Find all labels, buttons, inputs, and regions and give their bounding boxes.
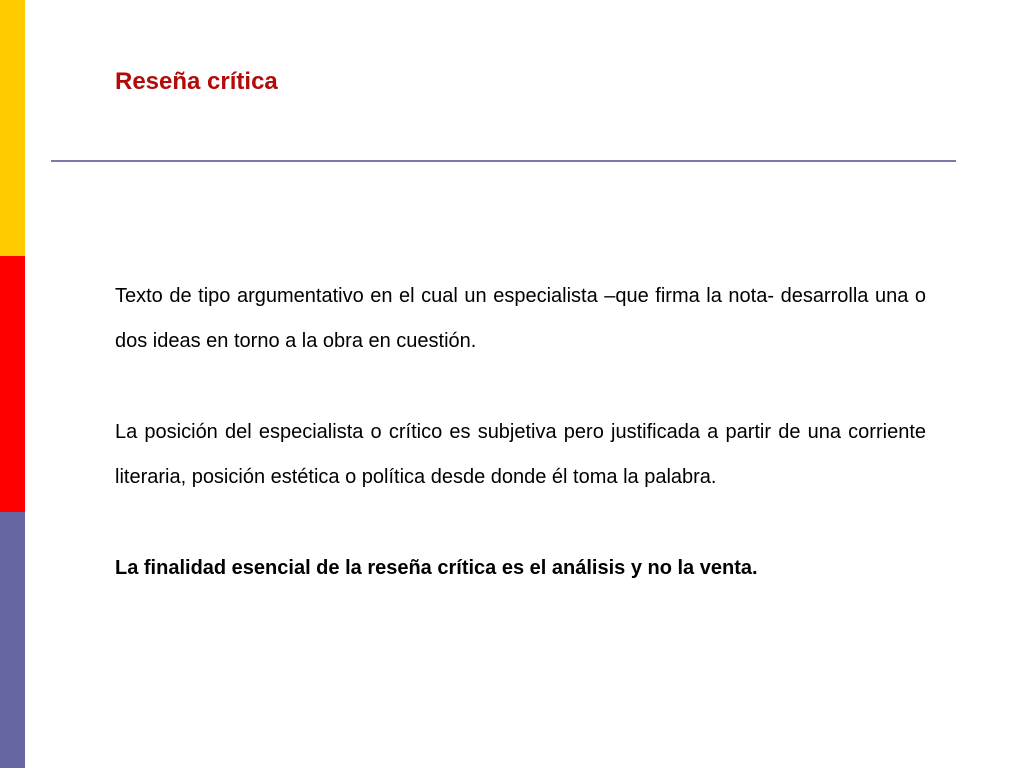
body-paragraph-position: La posición del especialista o crítico es subjetiva pero justificada a partir de una corriente literaria, posición estética o política desde donde él toma la palabra. [115, 421, 926, 488]
slide-title: Reseña crítica [115, 68, 278, 95]
side-bar-blue [0, 512, 25, 768]
slide-body [115, 274, 926, 591]
body-paragraph-purpose: La finalidad esencial de la reseña crítica es el análisis y no la venta. [115, 557, 758, 579]
title-divider [51, 160, 956, 162]
side-bar-yellow [0, 0, 25, 256]
body-paragraph-definition: Texto de tipo argumentativo en el cual un especialista –que firma la nota- desarrolla una o dos ideas en torno a la obra en cuestión. [115, 285, 926, 352]
side-bar-red [0, 256, 25, 512]
